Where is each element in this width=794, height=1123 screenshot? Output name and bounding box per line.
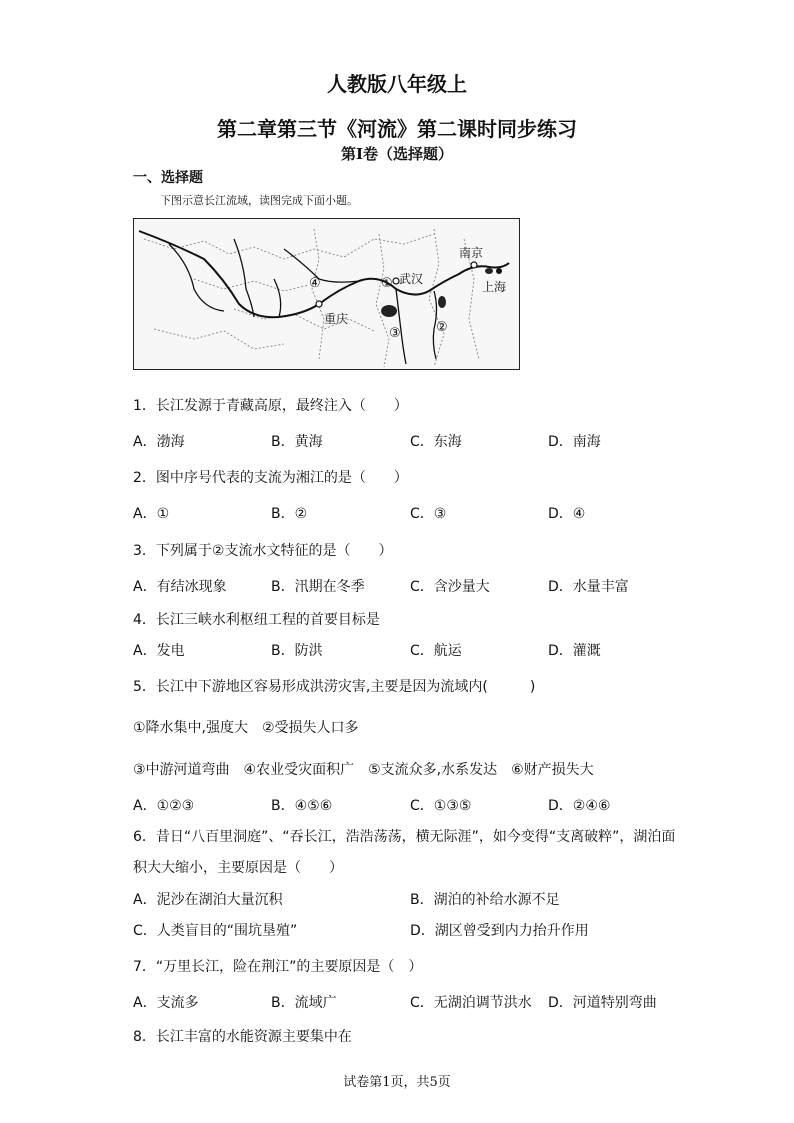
upper-tributary [169,244,224,311]
map-intro-text: 下图示意长江流域，读图完成下面小题。 [160,194,358,207]
q6-option-b: B．湖泊的补给水源不足 [410,892,560,908]
question-2-stem: 2．图中序号代表的支流为湘江的是（ ） [133,470,408,486]
taihu-lake [485,268,493,274]
label-nanjing: 南京 [459,246,484,260]
q7-option-b: B．流域广 [271,995,337,1011]
q2-option-a: A．① [133,506,170,522]
label-shanghai: 上海 [482,280,507,294]
q1-option-c: C．东海 [410,434,462,450]
question-1-stem: 1．长江发源于青藏高原，最终注入（ ） [133,398,408,414]
tributary-4 [234,239,254,317]
volume-heading: 第I卷（选择题） [340,145,454,163]
label-tributary-1: ① [381,276,393,291]
q2-option-b: B．② [271,506,308,522]
document-subtitle: 第二章第三节《河流》第二课时同步练习 [217,117,577,141]
q6-option-a: A．泥沙在湖泊大量沉积 [133,892,283,908]
question-8-stem: 8．长江丰富的水能资源主要集中在 [133,1029,352,1045]
question-7-stem: 7．“万里长江，险在荆江”的主要原因是（ ） [133,959,423,975]
question-5-line-1: ①降水集中,强度大 ②受损失人口多 [133,720,359,736]
document-title: 人教版八年级上 [327,72,467,96]
question-6-stem-cont: 积大大缩小，主要原因是（ ） [133,860,343,876]
tributary-minor [274,279,281,317]
label-tributary-4: ④ [309,276,321,291]
shanghai-marker [496,268,502,274]
q5-option-c: C．①③⑤ [410,798,472,814]
q2-option-d: D．④ [548,506,586,522]
q4-option-d: D．灌溉 [548,643,601,659]
q7-option-d: D．河道特别弯曲 [548,995,657,1011]
q4-option-c: C．航运 [410,643,462,659]
q3-option-b: B．汛期在冬季 [271,579,365,595]
q2-option-c: C．③ [410,506,447,522]
q7-option-a: A．支流多 [133,995,199,1011]
label-tributary-2: ② [436,320,448,335]
tributary-1 [284,249,359,282]
page-footer: 试卷第1页，共5页 [343,1075,451,1090]
yangtze-basin-map [133,218,520,370]
poyang-lake [438,296,446,308]
q4-option-b: B．防洪 [271,643,323,659]
q1-option-d: D．南海 [548,434,601,450]
q5-option-a: A．①②③ [133,798,195,814]
q3-option-d: D．水量丰富 [548,579,629,595]
question-3-stem: 3．下列属于②支流水文特征的是（ ） [133,543,393,559]
question-4-stem: 4．长江三峡水利枢纽工程的首要目标是 [133,612,380,628]
q3-option-a: A．有结冰现象 [133,579,227,595]
q4-option-a: A．发电 [133,643,185,659]
q3-option-c: C．含沙量大 [410,579,490,595]
q1-option-a: A．渤海 [133,434,185,450]
q5-option-b: B．④⑤⑥ [271,798,333,814]
q6-option-c: C．人类盲目的“围坑垦殖” [133,923,298,939]
label-chongqing: 重庆 [324,312,349,326]
nanjing-marker [471,262,477,268]
question-5-stem: 5．长江中下游地区容易形成洪涝灾害,主要是因为流域内( ) [133,679,536,695]
label-tributary-3: ③ [389,326,401,341]
question-5-line-2: ③中游河道弯曲 ④农业受灾面积广 ⑤支流众多,水系发达 ⑥财产损失大 [133,762,594,778]
dongting-lake [381,305,397,317]
q1-option-b: B．黄海 [271,434,323,450]
question-6-stem: 6．昔日“八百里洞庭”、“吞长江，浩浩荡荡，横无际涯”，如今变得“支离破粹”，湖泊面 [133,829,676,845]
q7-option-c: C．无湖泊调节洪水 [410,995,532,1011]
label-wuhan: 武汉 [399,272,424,286]
chongqing-marker [316,301,322,307]
map-figure [134,219,519,369]
q5-option-d: D．②④⑥ [548,798,611,814]
section-heading: 一、选择题 [133,170,203,186]
q6-option-d: D．湖区曾受到内力抬升作用 [410,923,589,939]
